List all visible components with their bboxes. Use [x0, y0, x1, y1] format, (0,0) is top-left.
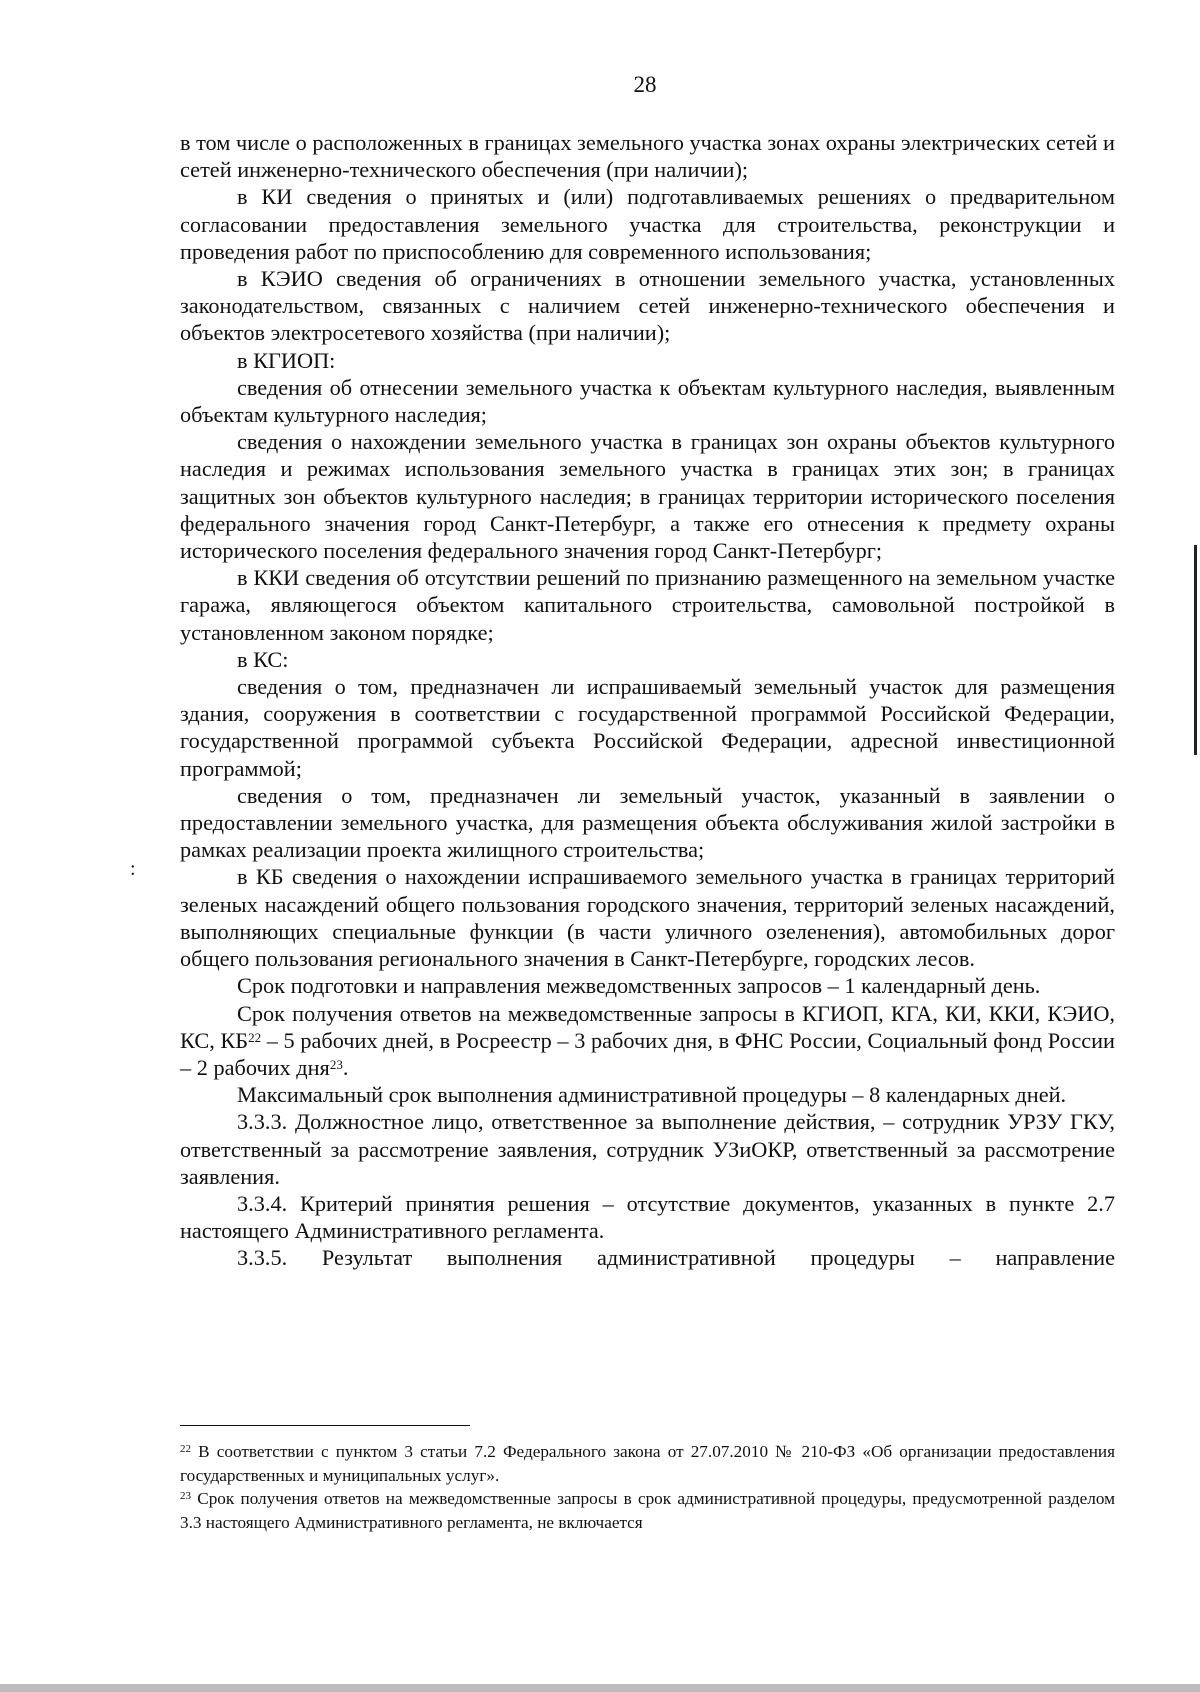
margin-colon-mark: : — [130, 858, 136, 880]
footnote-22 — [180, 1440, 1115, 1487]
deadline-text-part1: Срок получения ответов на межведомственные запросы в КГИОП, КГА, КИ, ККИ, КЭИО, КС, КБ — [180, 1000, 1115, 1053]
paragraph: сведения о нахождении земельного участка в границах зон охраны объектов культурного наследия и режимах использования земельного участка в границах этих зон; в границах защитных зон объектов культурного наследия; в границах территории исторического поселения федерального значения город Санкт-Петербург, а также его отнесения к предмету охраны исторического поселения федерального значения город Санкт-Петербург; — [180, 429, 1115, 564]
paragraph: в КГИОП: — [237, 347, 336, 373]
page-number: 28 — [633, 72, 657, 97]
paragraph: в том числе о расположенных в границах земельного участка зонах охраны электрических сетей и сетей инженерно-технического обеспечения (при наличии); — [180, 130, 1115, 183]
paragraph: в КИ сведения о принятых и (или) подготавливаемых решениях о предварительном согласовании предоставления земельного участка для строительства, реконструкции и проведения работ по приспособлению для современного использования; — [180, 184, 1115, 264]
footnote-23 — [180, 1487, 1115, 1534]
deadline-text-part3: . — [342, 1054, 349, 1080]
paragraph: в ККИ сведения об отсутствии решений по признанию размещенного на земельном участке гаража, являющегося объектом капитального строительства, самовольной постройкой в установленном законом порядке; — [180, 565, 1115, 645]
footnote-separator — [180, 1425, 470, 1426]
paragraph: Срок подготовки и направления межведомственных запросов – 1 календарный день. — [237, 973, 1041, 999]
paragraph: 3.3.3. Должностное лицо, ответственное за выполнение действия, – сотрудник УРЗУ ГКУ, ответственный за рассмотрение заявления, сотрудник УЗиОКР, ответственный за рассмотрение заявления. — [180, 1109, 1115, 1189]
document-body — [180, 129, 1115, 1272]
footnote-text: В соответствии с пунктом 3 статьи 7.2 Федерального закона от 27.07.2010 № 210-ФЗ «Об организации предоставления государственных и муниципальных услуг». — [180, 1442, 1115, 1485]
footnote-mark: 23 — [180, 1490, 191, 1502]
footnote-text: Срок получения ответов на межведомственные запросы в срок административной процедуры, предусмотренной разделом 3.3 настоящего Административного регламента, не включается — [180, 1489, 1115, 1532]
scan-bottom-edge — [0, 1684, 1200, 1692]
paragraph: 3.3.4. Критерий принятия решения – отсутствие документов, указанных в пункте 2.7 настоящего Административного регламента. — [180, 1190, 1115, 1244]
footnote-ref-23[interactable]: 23 — [329, 1056, 343, 1072]
footnote-mark: 22 — [180, 1443, 191, 1455]
paragraph: в КБ сведения о нахождении испрашиваемого земельного участка в границах территорий зеленых насаждений общего пользования городского значения, территорий зеленых насаждений, выполняющих специальные функции (в части уличного озеленения), автомобильных дорог общего пользования регионального значения в Санкт-Петербурге, городских лесов. — [180, 864, 1115, 972]
deadline-paragraph — [180, 1000, 1115, 1082]
margin-scan-line — [1194, 545, 1197, 755]
paragraph: в КС: — [237, 646, 289, 672]
paragraph: Максимальный срок выполнения административной процедуры – 8 календарных дней. — [237, 1082, 1067, 1108]
paragraph: сведения о том, предназначен ли испрашиваемый земельный участок для размещения здания, сооружения в соответствии с государственной программой Российской Федерации, государственной программой субъекта Российской Федерации, адресной инвестиционной программой; — [180, 674, 1115, 781]
footnotes — [180, 1440, 1115, 1534]
paragraph: сведения об отнесении земельного участка к объектам культурного наследия, выявленным объектам культурного наследия; — [180, 374, 1115, 428]
paragraph: в КЭИО сведения об ограничениях в отношении земельного участка, установленных законодательством, связанных с наличием сетей инженерно-технического обеспечения и объектов электросетевого хозяйства (при наличии); — [180, 266, 1115, 346]
deadline-text-part2: – 5 рабочих дней, в Росреестр – 3 рабочих дня, в ФНС России, Социальный фонд России – 2 рабочих дня — [180, 1027, 1115, 1080]
paragraph-last: 3.3.5. Результат выполнения административной процедуры – направление — [237, 1245, 1115, 1271]
footnote-ref-22[interactable]: 22 — [248, 1029, 262, 1045]
paragraph: сведения о том, предназначен ли земельный участок, указанный в заявлении о предоставлении земельного участка, для размещения объекта обслуживания жилой застройки в рамках реализации проекта жилищного строительства; — [180, 782, 1115, 863]
